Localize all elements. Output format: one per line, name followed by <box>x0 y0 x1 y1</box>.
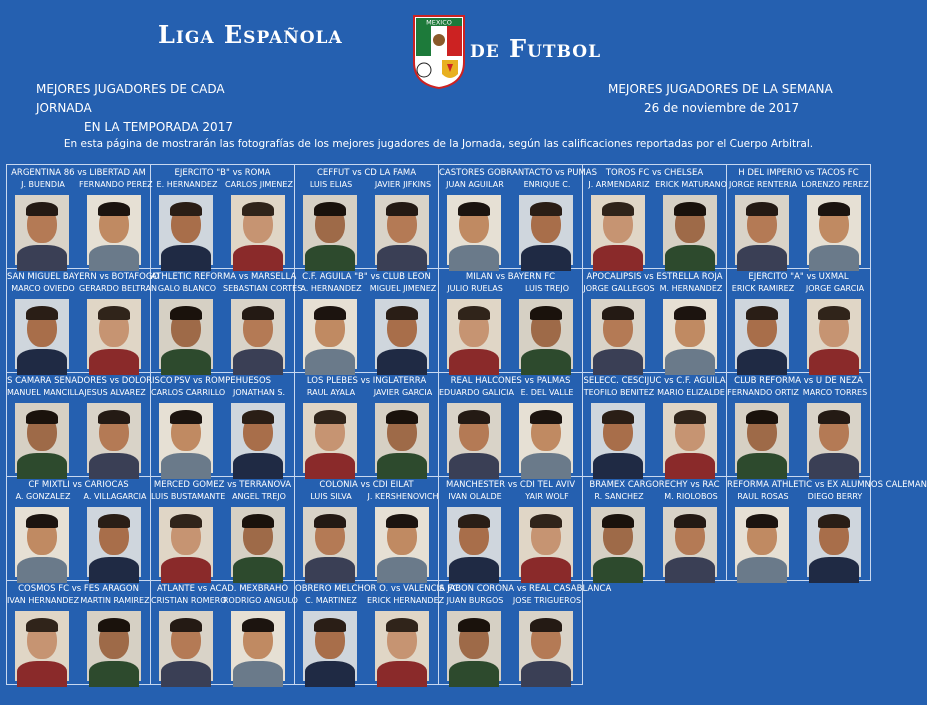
match-title: CASTORES GOBRANTACTO vs PUMAS <box>439 168 598 178</box>
player-photo <box>231 299 285 369</box>
league-crest-logo <box>412 14 466 90</box>
match-title: REFORMA ATHLETIC vs EX ALUMNOS CALEMAN <box>727 480 927 490</box>
match-cell <box>151 269 303 373</box>
match-title: COSMOS FC vs FES ARAGON <box>18 584 139 594</box>
player-name: CRISTIAN ROMERO <box>151 596 227 605</box>
match-cell <box>439 269 583 373</box>
match-cell <box>439 581 612 685</box>
intro-text: En esta página de mostrarán las fotografías de los mejores jugadores de la Jornada, según las calificaciones reportadas por el Cuerpo Arbitral. <box>63 138 814 150</box>
player-photo <box>15 403 69 473</box>
player-photo <box>87 195 141 265</box>
match-title: C.F. AGUILA "B" vs CLUB LEON <box>302 272 431 282</box>
player-photo <box>519 195 573 265</box>
player-photo <box>591 299 645 369</box>
player-photo <box>87 507 141 577</box>
season-best-line2: EN LA TEMPORADA 2017 <box>84 120 233 134</box>
player-name: JAVIER GARCIA <box>373 388 433 397</box>
player-name: CARLOS CARRILLO <box>151 388 226 397</box>
match-title: APOCALIPSIS vs ESTRELLA ROJA <box>586 272 723 282</box>
player-name: ERICK HERNANDEZ <box>367 596 445 605</box>
week-date: 26 de noviembre de 2017 <box>644 101 800 115</box>
player-photo <box>159 299 213 369</box>
season-best-line1: MEJORES JUGADORES DE CADA JORNADA <box>36 82 225 115</box>
match-cell <box>727 165 871 269</box>
player-photo <box>591 507 645 577</box>
player-name: MARTIN RAMIREZ <box>80 596 150 605</box>
page-header <box>0 0 877 160</box>
player-name: MARIO ELIZALDE <box>657 388 725 397</box>
player-name: A. GONZALEZ <box>15 492 71 501</box>
title-left: Liga Española <box>158 20 343 49</box>
player-name: FERNANDO PEREZ <box>79 180 153 189</box>
player-photo <box>447 403 501 473</box>
match-title: ATLANTE vs ACAD. MEXBRAHO <box>156 584 289 594</box>
match-title: SAN MIGUEL BAYERN vs BOTAFOGO <box>7 272 160 282</box>
season-best-label <box>36 80 276 137</box>
match-cell <box>7 165 151 269</box>
player-photo <box>807 195 861 265</box>
player-photo <box>519 507 573 577</box>
match-cell <box>295 581 459 685</box>
match-title: CLUB REFORMA vs U DE NEZA <box>734 376 863 386</box>
player-photo <box>663 299 717 369</box>
player-photo <box>447 299 501 369</box>
match-title: MERCED GOMEZ vs TERRANOVA <box>153 480 292 490</box>
match-cell <box>439 165 598 269</box>
match-cell <box>151 477 295 581</box>
match-title: SELECC. CESCIJUC vs C.F. AGUILA <box>583 376 726 386</box>
player-name: LUIS TREJO <box>524 284 570 293</box>
player-name: DIEGO BERRY <box>807 492 863 501</box>
player-name: LUIS BUSTAMANTE <box>151 492 226 501</box>
player-name: E. DEL VALLE <box>520 388 574 397</box>
player-photo <box>519 299 573 369</box>
match-title: OBRERO MELCHOR O. vs VALENCIA FC <box>295 584 459 594</box>
title-right: de Futbol <box>470 34 602 63</box>
svg-text:MEXICO: MEXICO <box>426 18 452 27</box>
player-photo <box>159 195 213 265</box>
match-title: ATHLETIC REFORMA vs MARSELLA <box>151 272 297 282</box>
match-cell <box>295 269 439 373</box>
match-title: COLONIA vs CDI EILAT <box>319 480 414 490</box>
match-title: S CAMARA SENADORES vs DOLORISCO <box>7 376 173 386</box>
player-name: JONATHAN S. <box>232 388 285 397</box>
player-name: JESUS ALVAREZ <box>84 388 146 397</box>
player-name: RAUL ROSAS <box>737 492 789 501</box>
player-photo <box>447 611 501 681</box>
player-photo <box>375 195 429 265</box>
player-photo <box>87 299 141 369</box>
player-name: M. RIOLOBOS <box>664 492 718 501</box>
player-name: JULIO RUELAS <box>447 284 503 293</box>
player-name: MARCO TORRES <box>802 388 868 397</box>
match-cell <box>727 269 871 373</box>
player-name: JORGE RENTERIA <box>729 180 797 189</box>
player-photo <box>519 403 573 473</box>
player-photo <box>735 195 789 265</box>
match-title: PSV vs ROMPEHUESOS <box>173 376 272 386</box>
player-photo <box>447 507 501 577</box>
match-title: CEFFUT vs CD LA FAMA <box>316 168 417 178</box>
player-photo <box>375 403 429 473</box>
player-name: RODRIGO ANGULO <box>223 596 298 605</box>
player-name: R. SANCHEZ <box>594 492 644 501</box>
player-photo <box>303 299 357 369</box>
player-name: JUAN AGUILAR <box>446 180 504 189</box>
match-cell <box>151 581 298 685</box>
player-photo <box>735 403 789 473</box>
player-name: C. MARTINEZ <box>305 596 357 605</box>
player-name: GALO BLANCO <box>157 284 217 293</box>
player-photo <box>807 299 861 369</box>
player-name: JUAN BURGOS <box>446 596 504 605</box>
player-name: E. HERNANDEZ <box>156 180 218 189</box>
player-name: A. VILLAGARCIA <box>83 492 147 501</box>
match-cell <box>583 477 727 581</box>
player-photo <box>591 195 645 265</box>
week-best-line1: MEJORES JUGADORES DE LA SEMANA <box>608 82 833 96</box>
match-title: H DEL IMPERIO vs TACOS FC <box>738 168 859 178</box>
player-photo <box>447 195 501 265</box>
player-name: LUIS ELIAS <box>309 180 353 189</box>
player-photo <box>15 299 69 369</box>
match-cell <box>583 269 727 373</box>
player-photo <box>663 403 717 473</box>
match-cell <box>439 477 583 581</box>
match-title: EJERCITO "A" vs UXMAL <box>748 272 849 282</box>
player-photo <box>591 403 645 473</box>
player-name: RAUL AYALA <box>306 388 356 397</box>
player-photo <box>663 195 717 265</box>
player-name: MIGUEL JIMENEZ <box>369 284 437 293</box>
match-cell <box>439 373 583 477</box>
player-name: GERARDO BELTRAN <box>79 284 157 293</box>
match-title: EJERCITO "B" vs ROMA <box>174 168 271 178</box>
match-cell <box>151 373 295 477</box>
player-name: J. ARMENDARIZ <box>588 180 650 189</box>
player-name: EDUARDO GALICIA <box>439 388 515 397</box>
match-title: REAL HALCONES vs PALMAS <box>450 376 571 386</box>
match-cell <box>7 269 160 373</box>
player-photo <box>15 611 69 681</box>
match-title: MILAN vs BAYERN FC <box>465 272 556 282</box>
match-title: MANCHESTER vs CDI TEL AVIV <box>445 480 576 490</box>
player-name: ERICK MATURANO <box>655 180 727 189</box>
player-photo <box>87 403 141 473</box>
player-photo <box>159 611 213 681</box>
players-grid <box>6 164 927 685</box>
match-title: TOROS FC vs CHELSEA <box>605 168 704 178</box>
player-photo <box>159 403 213 473</box>
player-photo <box>735 507 789 577</box>
player-photo <box>15 507 69 577</box>
match-cell <box>583 373 727 477</box>
player-name: ANGEL TREJO <box>232 492 286 501</box>
player-photo <box>231 403 285 473</box>
player-photo <box>375 507 429 577</box>
player-photo <box>807 403 861 473</box>
player-name: LUIS SILVA <box>310 492 352 501</box>
player-name: MARCO OVIEDO <box>11 284 75 293</box>
player-photo <box>735 299 789 369</box>
player-name: ERICK RAMIREZ <box>731 284 795 293</box>
match-title: ARGENTINA 86 vs LIBERTAD AM <box>11 168 146 178</box>
player-name: FERNANDO ORTIZ <box>727 388 799 397</box>
player-name: M. HERNANDEZ <box>659 284 723 293</box>
player-photo <box>663 507 717 577</box>
week-best-label <box>608 80 848 118</box>
match-cell <box>295 373 439 477</box>
player-name: TEOFILO BENITEZ <box>583 388 655 397</box>
player-name: J. KERSHENOVICH <box>367 492 439 501</box>
match-cell <box>151 165 295 269</box>
player-name: LORENZO PEREZ <box>801 180 869 189</box>
player-photo <box>303 611 357 681</box>
player-name: A. HERNANDEZ <box>300 284 362 293</box>
player-name: SEBASTIAN CORTES <box>223 284 303 293</box>
player-photo <box>303 195 357 265</box>
match-cell <box>727 373 871 477</box>
player-photo <box>231 195 285 265</box>
match-title: BRAMEX CARGORECHY vs RAC <box>589 480 720 490</box>
match-cell <box>295 165 439 269</box>
player-name: YAIR WOLF <box>525 492 569 501</box>
player-name: JOSE TRIGUEROS <box>512 596 582 605</box>
player-photo <box>303 507 357 577</box>
match-title: S JABON CORONA vs REAL CASABLANCA <box>439 584 612 594</box>
player-photo <box>15 195 69 265</box>
player-name: ENRIQUE C. <box>523 180 571 189</box>
match-cell <box>7 373 173 477</box>
match-cell <box>295 477 439 581</box>
match-cell <box>7 581 151 685</box>
player-name: IVAN OLALDE <box>448 492 502 501</box>
player-name: CARLOS JIMENEZ <box>225 180 293 189</box>
player-name: JORGE GALLEGOS <box>583 284 655 293</box>
match-cell <box>583 165 727 269</box>
player-photo <box>231 507 285 577</box>
match-cell <box>727 477 927 581</box>
player-photo <box>519 611 573 681</box>
player-name: JORGE GARCIA <box>805 284 865 293</box>
player-name: J. BUENDIA <box>21 180 65 189</box>
player-photo <box>303 403 357 473</box>
player-name: IVAN HERNANDEZ <box>7 596 80 605</box>
player-photo <box>159 507 213 577</box>
player-name: JAVIER JIFKINS <box>374 180 432 189</box>
player-photo <box>231 611 285 681</box>
match-title: LOS PLEBES vs INGLATERRA <box>306 376 427 386</box>
player-photo <box>807 507 861 577</box>
player-photo <box>87 611 141 681</box>
match-title: CF MIXTLI vs CARIOCAS <box>28 480 129 490</box>
match-cell <box>7 477 151 581</box>
player-photo <box>375 611 429 681</box>
player-name: MANUEL MANCILLA <box>7 388 85 397</box>
player-photo <box>375 299 429 369</box>
